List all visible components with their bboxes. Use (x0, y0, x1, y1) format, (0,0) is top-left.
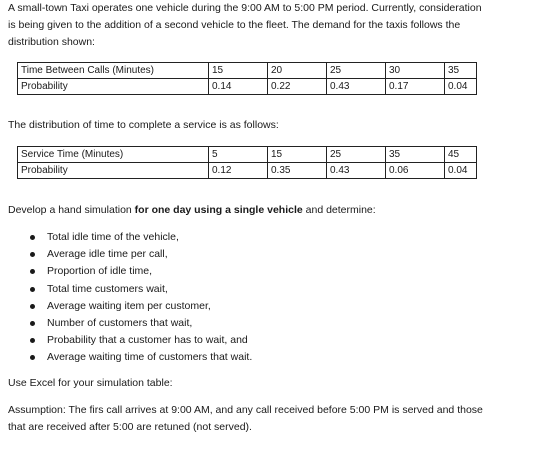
table-cell: 0.43 (327, 163, 386, 179)
list-item (30, 246, 252, 263)
table-cell: 25 (327, 63, 386, 79)
list-item-text: Total idle time of the vehicle, (47, 231, 179, 243)
list-item (30, 298, 252, 315)
calls-distribution-table (17, 62, 477, 95)
bullet-icon (30, 304, 35, 309)
list-item (30, 332, 252, 349)
table-cell: 5 (209, 147, 268, 163)
table-cell: 15 (209, 63, 268, 79)
bullet-icon (30, 338, 35, 343)
table-cell: 0.04 (445, 163, 477, 179)
task-bold: for one day using a single vehicle (134, 204, 303, 216)
table-cell: 0.06 (386, 163, 445, 179)
list-item (30, 315, 252, 332)
task-suffix: and determine: (302, 204, 376, 216)
intro-line-1: A small-town Taxi operates one vehicle during the 9:00 AM to 5:00 PM period. Currently, consideration (8, 2, 482, 14)
table-cell: 30 (386, 63, 445, 79)
table-cell: 20 (268, 63, 327, 79)
assumption-paragraph (8, 402, 483, 436)
table-cell: 0.22 (268, 79, 327, 95)
row-label-probability: Probability (18, 163, 209, 179)
table-row (18, 79, 477, 95)
intro-line-3: distribution shown: (8, 36, 95, 48)
bullet-icon (30, 287, 35, 292)
list-item-text: Average idle time per call, (47, 248, 168, 261)
intro-line-2: is being given to the addition of a second vehicle to the fleet. The demand for the taxis follows the (8, 19, 461, 31)
service-intro-text: The distribution of time to complete a service is as follows: (8, 119, 279, 131)
table-cell: 0.17 (386, 79, 445, 95)
row-label-probability: Probability (18, 79, 209, 95)
bullet-icon (30, 235, 35, 240)
table-cell: 45 (445, 147, 477, 163)
table-row (18, 147, 477, 163)
list-item-text: Average waiting time of customers that wait. (47, 351, 253, 364)
row-label-service-time: Service Time (Minutes) (18, 147, 209, 163)
table-cell: 35 (445, 63, 477, 79)
list-item (30, 263, 252, 280)
list-item-text: Proportion of idle time, (47, 265, 153, 278)
service-distribution-table (17, 146, 477, 179)
list-item-text: Average waiting item per customer, (47, 299, 211, 312)
table-cell: 35 (386, 147, 445, 163)
requirements-list (30, 229, 252, 367)
intro-paragraph (8, 0, 482, 51)
bullet-icon (30, 355, 35, 360)
list-item-text: Total time customers wait, (47, 282, 168, 295)
row-label-time-between-calls: Time Between Calls (Minutes) (18, 63, 209, 79)
list-item (30, 229, 252, 246)
excel-note: Use Excel for your simulation table: (8, 377, 173, 389)
table-cell: 0.14 (209, 79, 268, 95)
table-cell: 25 (327, 147, 386, 163)
assumption-line-2: that are received after 5:00 are retuned (not served). (8, 421, 252, 433)
bullet-icon (30, 252, 35, 257)
list-item (30, 349, 252, 366)
table-cell: 0.12 (209, 163, 268, 179)
list-item-text: Probability that a customer has to wait, and (47, 334, 248, 347)
list-item (30, 281, 252, 298)
assumption-line-1: Assumption: The firs call arrives at 9:00 AM, and any call received before 5:00 PM is served and those (8, 404, 483, 416)
task-statement (8, 202, 376, 219)
table-cell: 0.43 (327, 79, 386, 95)
table-cell: 15 (268, 147, 327, 163)
bullet-icon (30, 269, 35, 274)
list-item-text: Number of customers that wait, (47, 316, 193, 329)
bullet-icon (30, 321, 35, 326)
task-prefix: Develop a hand simulation (8, 204, 135, 216)
table-cell: 0.04 (445, 79, 477, 95)
table-cell: 0.35 (268, 163, 327, 179)
table-row (18, 163, 477, 179)
table-row (18, 63, 477, 79)
